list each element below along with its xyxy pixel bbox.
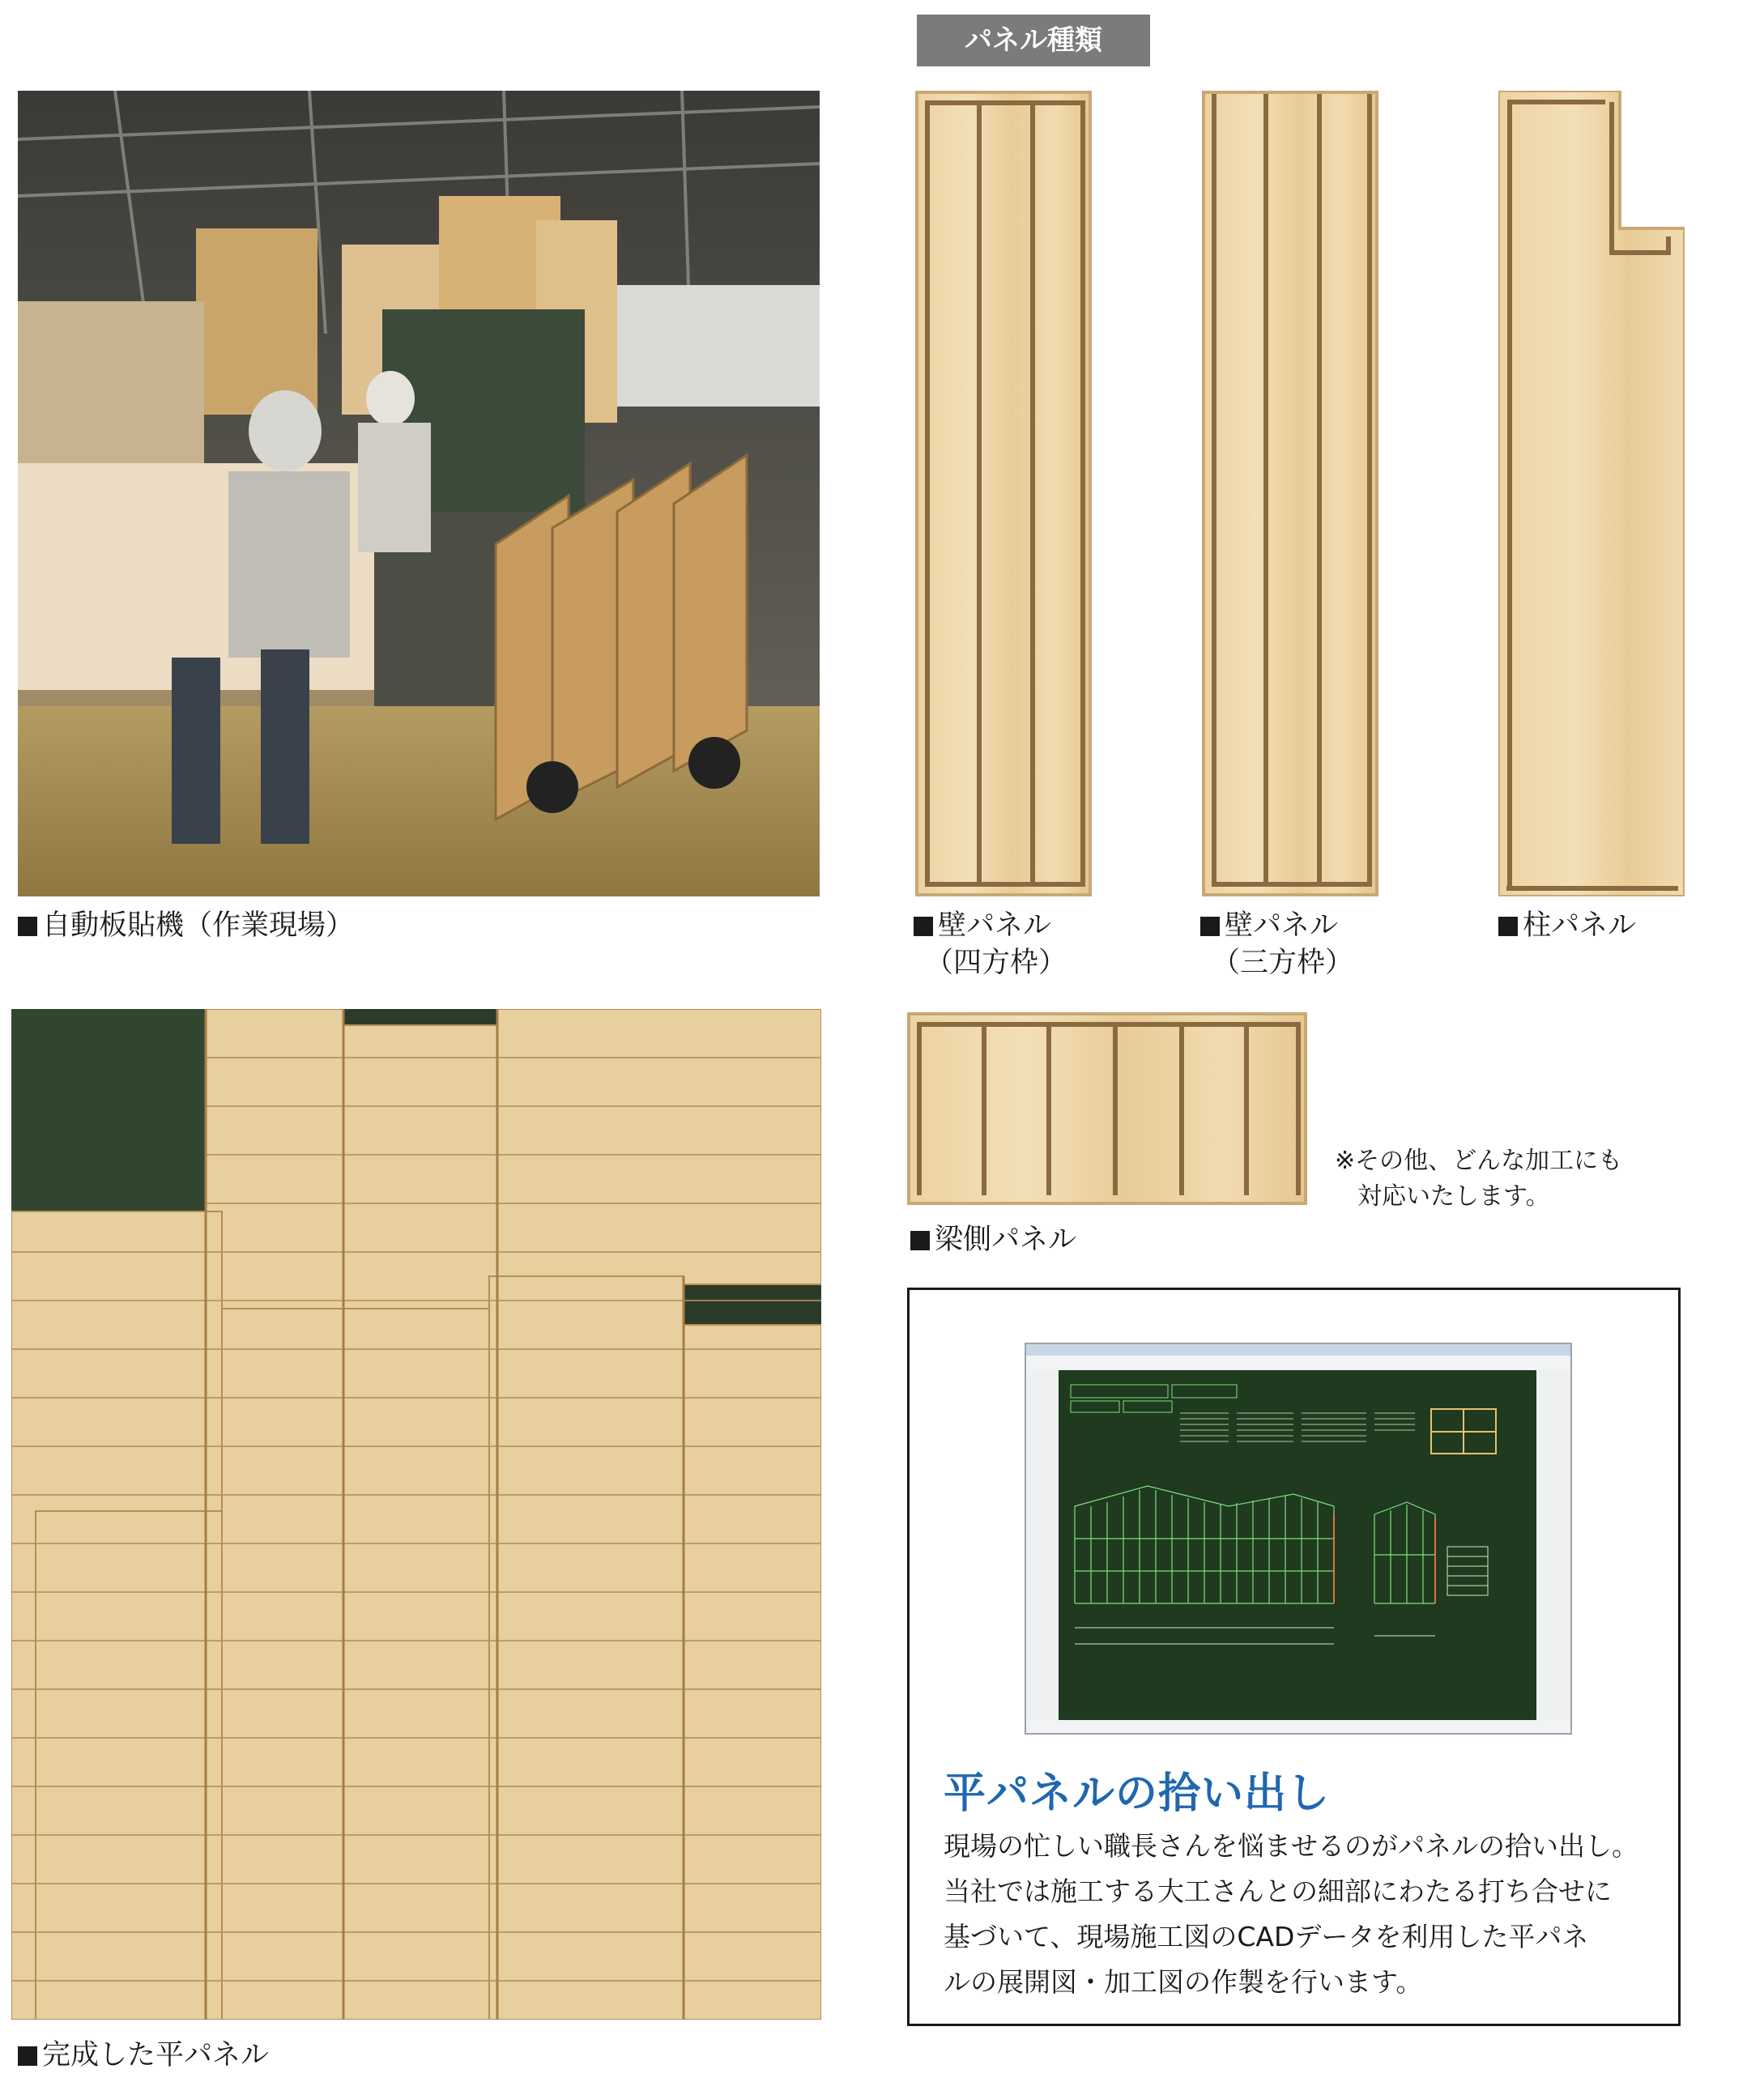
stack-caption-text: 完成した平パネル [42, 2039, 270, 2071]
stack-caption [18, 2037, 269, 2074]
panel-groove [1046, 1022, 1051, 1195]
panel-groove [917, 1022, 1301, 1027]
panel-label-line2: （四方枠） [925, 947, 1067, 979]
wall-panel-four-side-label [914, 907, 1067, 981]
panel-groove [977, 100, 982, 887]
section-tag: パネル種類 [917, 15, 1150, 66]
caption-bullet [1200, 917, 1220, 936]
panel-groove [1317, 94, 1322, 887]
column-panel [1498, 91, 1685, 896]
panel-label-line1: 梁側パネル [935, 1224, 1077, 1256]
info-body-line: 現場の忙しい職長さんを悩ませるのがパネルの拾い出し。 [944, 1830, 1638, 1862]
panel-groove [1212, 94, 1216, 887]
cad-drawing [1026, 1344, 1570, 1733]
beam-side-panel [907, 1012, 1307, 1205]
panel-groove [917, 1022, 922, 1195]
factory-photo [18, 91, 820, 896]
panel-groove [1296, 1022, 1301, 1195]
panel-groove [1080, 100, 1085, 887]
panel-groove [1367, 94, 1372, 887]
panel-label-line1: 壁パネル [1225, 909, 1339, 942]
caption-bullet [18, 2046, 37, 2066]
wall-panel-four-side [915, 91, 1092, 896]
panel-groove [982, 1022, 986, 1195]
panel-stack-photo [11, 1009, 821, 2020]
panel-groove [1113, 1022, 1118, 1195]
processing-note [1335, 1143, 1622, 1215]
panel-stack-illustration [11, 1009, 821, 2020]
panel-groove [925, 100, 1085, 105]
caption-bullet [914, 917, 933, 936]
column-panel-shape [1498, 91, 1685, 896]
panel-groove [925, 100, 930, 887]
caption-bullet [18, 917, 37, 936]
panel-label-line2: （三方枠） [1212, 947, 1354, 979]
panel-groove [1179, 1022, 1184, 1195]
panel-groove [1212, 882, 1372, 887]
panel-groove [1244, 1022, 1249, 1195]
panel-label-line1: 壁パネル [938, 909, 1052, 942]
info-body [944, 1824, 1656, 2005]
panel-groove [925, 882, 1085, 887]
factory-photo-illustration [18, 91, 820, 896]
caption-bullet [1498, 917, 1518, 936]
wall-panel-three-side-label [1200, 907, 1353, 981]
wall-panel-three-side [1202, 91, 1378, 896]
note-line2: 対応いたします。 [1357, 1182, 1550, 1211]
info-body-line: 基づいて、現場施工図のCADデータを利用した平パネ [944, 1921, 1589, 1952]
panel-groove [1263, 94, 1268, 887]
beam-side-panel-label [910, 1221, 1076, 1258]
column-panel-label [1498, 907, 1636, 944]
info-body-line: ルの展開図・加工図の作製を行います。 [944, 1966, 1423, 1998]
panel-groove [1030, 100, 1035, 887]
factory-caption [18, 907, 354, 944]
caption-bullet [910, 1231, 930, 1250]
cad-screenshot [1025, 1343, 1572, 1735]
note-line1: ※その他、どんな加工にも [1335, 1147, 1623, 1175]
factory-caption-text: 自動板貼機（作業現場） [42, 909, 355, 942]
info-body-line: 当社では施工する大工さんとの細部にわたる打ち合せに [944, 1875, 1612, 1907]
info-title: 平パネルの拾い出し [944, 1769, 1331, 1818]
panel-label-line1: 柱パネル [1523, 909, 1637, 942]
